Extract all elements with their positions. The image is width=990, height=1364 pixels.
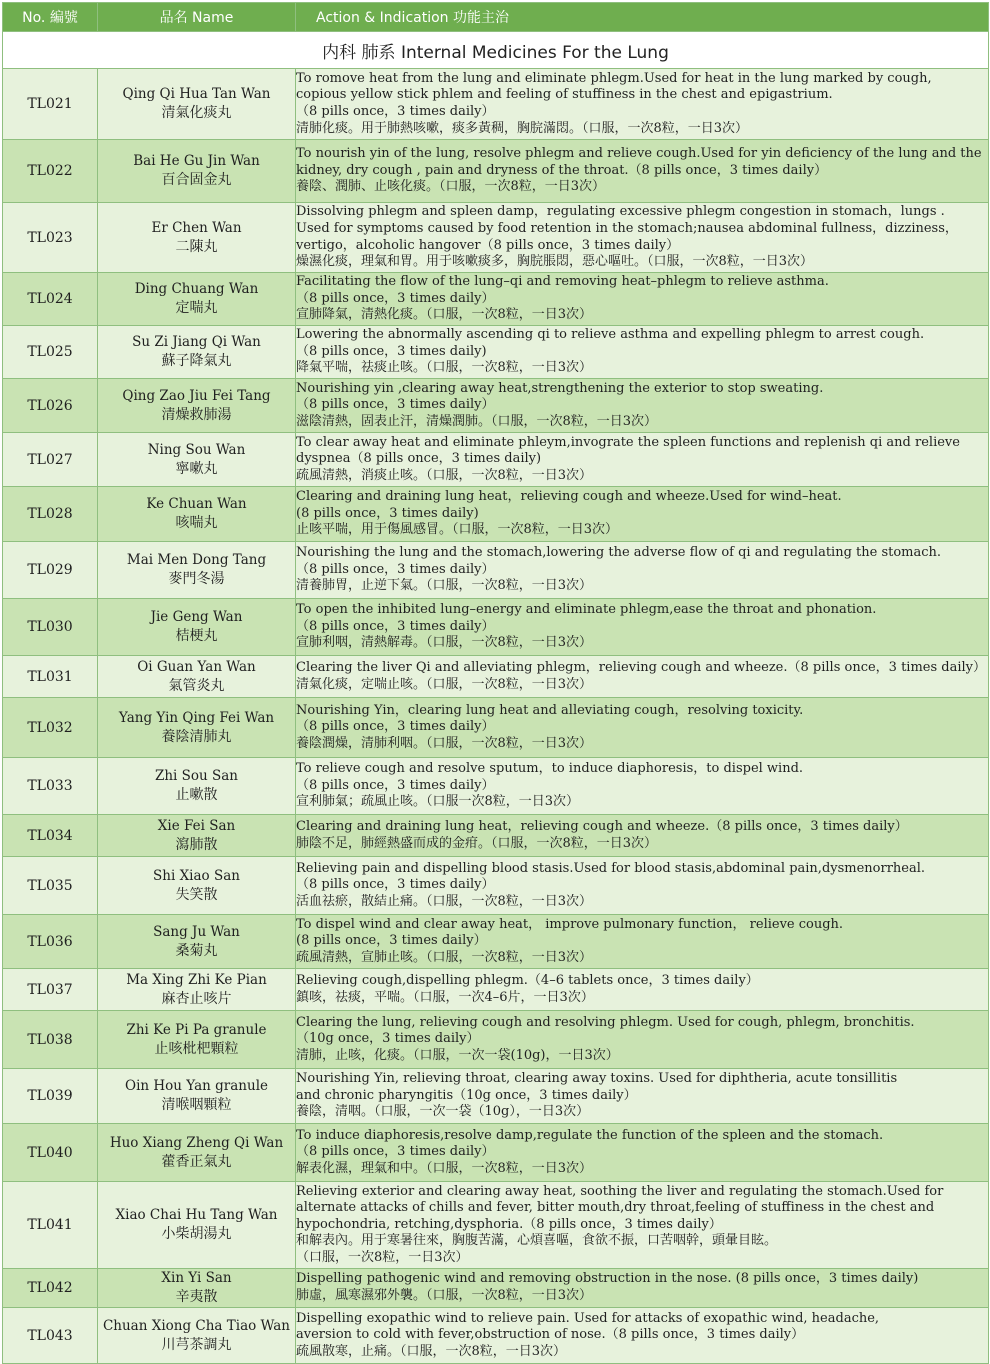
table-row	[3, 1308, 989, 1364]
action-line: To relieve cough and resolve sputum，to induce diaphoresis，to dispel wind.	[296, 761, 804, 777]
action-line: 養陰，清咽。（口服，一次一袋（10g），一日3次）	[296, 1104, 590, 1120]
action-indication	[296, 758, 989, 815]
product-name-en: Xie Fei San	[157, 817, 236, 834]
product-name-en: Sang Ju Wan	[153, 923, 240, 940]
action-line: Nourishing Yin, relieving throat, clearing away toxins. Used for diphtheria, acute tonsillitis	[296, 1071, 898, 1087]
product-name	[98, 1011, 296, 1069]
product-name-cn: 止咳枇杷顆粒	[154, 1040, 239, 1057]
action-line: Facilitating the flow of the lung–qi and removing heat–phlegm to relieve asthma.	[296, 274, 829, 290]
action-line: 清肺化痰。用于肺熱咳嗽，痰多黃稠，胸脘滿悶。（口服，一次8粒，一日3次）	[296, 120, 749, 136]
action-indication	[296, 487, 989, 542]
action-indication	[296, 273, 989, 326]
table-row	[3, 1182, 989, 1269]
table-row	[3, 656, 989, 698]
action-line: （8 pills once，3 times daily）	[296, 1144, 495, 1160]
action-line: （8 pills once，3 times daily）	[296, 877, 495, 893]
action-line: 肺陰不足，肺經熱盛而成的金疳。（口服，一次8粒，一日3次）	[296, 835, 658, 851]
header-action: Action & Indication 功能主治	[296, 3, 989, 32]
product-code: TL038	[3, 1011, 98, 1069]
action-indication	[296, 1308, 989, 1364]
product-name-cn: 蘇子降氣丸	[161, 353, 232, 369]
action-line: 滋陰清熱，固表止汗，清燥潤肺。（口服，一次8粒，一日3次）	[296, 413, 658, 429]
product-name	[98, 915, 296, 969]
action-line: （8 pills once，3 times daily）	[296, 104, 495, 119]
action-indication	[296, 203, 989, 273]
product-code: TL029	[3, 542, 98, 599]
action-line: 疏風清熱，宣肺止咳。（口服，一次8粒，一日3次）	[296, 949, 593, 965]
action-line: Used for symptoms caused by food retention in the stomach;nausea abdominal fullness，dizziness，	[296, 220, 958, 236]
product-code: TL043	[3, 1308, 98, 1364]
product-name-en: Xiao Chai Hu Tang Wan	[115, 1207, 278, 1223]
product-name-en: Ning Sou Wan	[147, 441, 246, 458]
action-line: 肺虛，風寒濕邪外襲。（口服，一次8粒，一日3次）	[296, 1288, 593, 1303]
action-line: Nourishing Yin，clearing lung heat and alleviating cough，resolving toxicity.	[296, 702, 804, 718]
product-name-cn: 清燥救肺湯	[161, 406, 232, 423]
action-indication	[296, 433, 989, 487]
action-line: 和解表內。用于寒暑往來，胸腹苦滿，心煩喜嘔，食欲不振，口苦咽幹，頭暈目眩。	[296, 1233, 778, 1249]
product-name-cn: 氣管炎丸	[168, 677, 225, 694]
product-name-en: Ma Xing Zhi Ke Pian	[126, 971, 267, 988]
product-code: TL030	[3, 599, 98, 656]
action-line: Nourishing yin ,clearing away heat,strengthening the exterior to stop sweating.	[296, 380, 824, 396]
table-row	[3, 969, 989, 1011]
product-name-en: Ding Chuang Wan	[134, 281, 259, 297]
action-line: 止咳平喘，用于傷風感冒。（口服，一次8粒，一日3次）	[296, 522, 619, 538]
product-name	[98, 1308, 296, 1364]
action-line: To open the inhibited lung–energy and eliminate phlegm,ease the throat and phonation.	[296, 602, 877, 618]
action-indication	[296, 698, 989, 758]
action-line: Lowering the abnormally ascending qi to relieve asthma and expelling phlegm to arrest cough.	[296, 327, 925, 343]
action-line: 養陰、潤肺、止咳化痰。（口服，一次8粒，一日3次）	[296, 179, 606, 195]
product-name-cn: 咳喘丸	[175, 515, 218, 531]
product-code: TL036	[3, 915, 98, 969]
table-header-row	[3, 3, 989, 32]
action-line: （8 pills once，3 times daily）	[296, 561, 495, 577]
product-name-cn: 失笑散	[175, 886, 218, 903]
action-line: 疏風清熱，消痰止咳。（口服，一次8粒，一日3次）	[296, 467, 593, 483]
action-indication	[296, 656, 989, 698]
action-line: 養陰潤燥，清肺利咽。（口服，一次8粒，一日3次）	[296, 735, 593, 751]
product-name-en: Zhi Ke Pi Pa granule	[126, 1021, 267, 1038]
action-line: 解表化濕，理氣和中。（口服，一次8粒，一日3次）	[296, 1160, 593, 1176]
product-name	[98, 487, 296, 542]
product-code: TL025	[3, 326, 98, 379]
action-line: Relieving cough,dispelling phlegm.（4–6 tablets once，3 times daily）	[296, 972, 759, 988]
action-line: Relieving pain and dispelling blood stasis.Used for blood stasis,abdominal pain,dysmenorrheal.	[296, 860, 926, 876]
product-name-en: Qing Qi Hua Tan Wan	[122, 86, 271, 102]
product-code: TL022	[3, 140, 98, 203]
action-line: Dispelling exopathic wind to relieve pain. Used for attacks of exopathic wind, headache,	[296, 1310, 880, 1326]
product-name	[98, 1269, 296, 1308]
product-name-en: Ke Chuan Wan	[146, 496, 247, 512]
table-row	[3, 758, 989, 815]
action-line: To nourish yin of the lung, resolve phlegm and relieve cough.Used for yin deficiency of the lung and the	[296, 146, 982, 162]
action-line: Dissolving phlegm and spleen damp，regulating excessive phlegm congestion in stomach，lungs .	[296, 204, 945, 220]
table-row	[3, 326, 989, 379]
action-line: （8 pills once，3 times daily）	[296, 618, 495, 634]
action-indication	[296, 379, 989, 433]
product-name-en: Jie Geng Wan	[150, 609, 243, 625]
product-name-en: Xin Yi San	[161, 1270, 232, 1286]
product-name	[98, 203, 296, 273]
action-line: (8 pills once，3 times daily)	[296, 505, 479, 521]
product-name-en: Er Chen Wan	[151, 219, 242, 236]
action-line: and chronic pharyngitis（10g once，3 times daily）	[296, 1087, 637, 1103]
product-name-cn: 藿香正氣丸	[161, 1153, 232, 1170]
product-name-cn: 止嗽散	[175, 787, 218, 803]
action-indication	[296, 969, 989, 1011]
action-line: 宣肺利咽，清熱解毒。（口服，一次8粒，一日3次）	[296, 635, 593, 651]
product-code: TL028	[3, 487, 98, 542]
action-line: Nourishing the lung and the stomach,lowering the adverse flow of qi and regulating the stomach.	[296, 545, 942, 561]
product-name-en: Oin Hou Yan granule	[125, 1078, 268, 1094]
product-name	[98, 1069, 296, 1124]
product-name	[98, 599, 296, 656]
action-line: 清肺，止咳，化痰。（口服，一次一袋(10g)，一日3次）	[296, 1047, 619, 1063]
table-row	[3, 1011, 989, 1069]
action-line: 清氣化痰，定喘止咳。（口服，一次8粒，一日3次）	[296, 676, 593, 692]
product-name	[98, 69, 296, 140]
product-code: TL023	[3, 203, 98, 273]
medicine-catalog-table	[2, 2, 989, 1364]
header-name: 品名 Name	[98, 3, 296, 32]
action-indication	[296, 599, 989, 656]
action-indication	[296, 140, 989, 203]
product-name	[98, 140, 296, 203]
action-indication	[296, 542, 989, 599]
action-line: （8 pills once，3 times daily）	[296, 397, 495, 413]
action-line: copious yellow stick phlem and feeling of stuffiness in the chest and epigastrium.	[296, 87, 833, 103]
table-row	[3, 815, 989, 857]
action-line: 疏風散寒，止痛。（口服，一次8粒，一日3次）	[296, 1343, 567, 1359]
product-name-en: Huo Xiang Zheng Qi Wan	[109, 1134, 284, 1151]
action-indication	[296, 857, 989, 915]
product-name-en: Yang Yin Qing Fei Wan	[118, 709, 275, 726]
product-name	[98, 857, 296, 915]
product-name-cn: 二陳丸	[175, 238, 218, 255]
action-line: 宣肺降氣，清熱化痰。（口服，一次8粒，一日3次）	[296, 307, 593, 323]
product-name	[98, 969, 296, 1011]
action-line: （10g once，3 times daily）	[296, 1031, 480, 1047]
product-name	[98, 1124, 296, 1182]
action-line: (8 pills once，3 times daily）	[296, 933, 487, 949]
table-row	[3, 857, 989, 915]
action-line: （8 pills once，3 times daily）	[296, 719, 495, 735]
product-name	[98, 542, 296, 599]
action-line: 鎮咳，祛痰，平喘。（口服，一次4–6片，一日3次）	[296, 989, 594, 1005]
product-code: TL042	[3, 1269, 98, 1308]
product-name-en: Qing Zao Jiu Fei Tang	[122, 387, 271, 404]
product-code: TL032	[3, 698, 98, 758]
action-line: kidney, dry cough , pain and dryness of the throat.（8 pills once，3 times daily）	[296, 162, 828, 178]
product-name	[98, 698, 296, 758]
table-row	[3, 698, 989, 758]
table-row	[3, 1269, 989, 1308]
section-row	[3, 32, 989, 69]
product-name	[98, 433, 296, 487]
product-code: TL041	[3, 1182, 98, 1269]
action-line: （8 pills once，3 times daily）	[296, 290, 495, 306]
action-line: （口服，一次8粒，一日3次）	[296, 1249, 469, 1265]
table-row	[3, 203, 989, 273]
action-line: dyspnea（8 pills once，3 times daily)	[296, 451, 542, 467]
product-name-en: Bai He Gu Jin Wan	[133, 153, 260, 169]
product-name-en: Mai Men Dong Tang	[126, 552, 267, 568]
action-line: 燥濕化痰，理氣和胃。用于咳嗽痰多，胸脘脹悶，惡心嘔吐。（口服，一次8粒，一日3次）	[296, 254, 814, 270]
product-name-cn: 辛夷散	[175, 1289, 218, 1305]
action-line: Relieving exterior and clearing away heat, soothing the liver and regulating the stomach.Used for	[296, 1183, 944, 1199]
table-row	[3, 599, 989, 656]
product-name-en: Su Zi Jiang Qi Wan	[132, 334, 261, 350]
header-no: No. 編號	[3, 3, 98, 32]
action-indication	[296, 1011, 989, 1069]
product-name	[98, 379, 296, 433]
product-name-en: Oi Guan Yan Wan	[137, 658, 256, 675]
product-code: TL027	[3, 433, 98, 487]
action-indication	[296, 815, 989, 857]
product-name-en: Chuan Xiong Cha Tiao Wan	[102, 1317, 291, 1334]
action-line: （8 pills once，3 times daily)	[296, 343, 487, 359]
table-row	[3, 379, 989, 433]
table-row	[3, 542, 989, 599]
action-line: hypochondria, retching,dysphoria.（8 pills once，3 times daily）	[296, 1216, 722, 1232]
action-line: Clearing the lung, relieving cough and resolving phlegm. Used for cough, phlegm, bronchitis.	[296, 1014, 915, 1030]
table-row	[3, 1124, 989, 1182]
action-line: （8 pills once，3 times daily）	[296, 777, 495, 793]
product-name	[98, 656, 296, 698]
product-name	[98, 273, 296, 326]
product-name	[98, 758, 296, 815]
action-line: To clear away heat and eliminate phleym,invograte the spleen functions and replenish qi and relieve	[296, 434, 960, 450]
product-name-cn: 定喘丸	[175, 300, 218, 316]
section-title: 内科 肺系 Internal Medicines For the Lung	[3, 32, 989, 69]
product-name-cn: 百合固金丸	[161, 172, 232, 188]
product-code: TL024	[3, 273, 98, 326]
action-line: Clearing and draining lung heat，relieving cough and wheeze.Used for wind–heat.	[296, 489, 842, 505]
product-name-en: Zhi Sou San	[154, 768, 239, 784]
action-indication	[296, 1269, 989, 1308]
product-name-cn: 麥門冬湯	[168, 571, 225, 587]
action-line: 宣利肺氣；疏風止咳。（口服一次8粒，一日3次）	[296, 794, 580, 810]
product-code: TL037	[3, 969, 98, 1011]
product-name	[98, 1182, 296, 1269]
product-name-cn: 寧嗽丸	[175, 460, 218, 477]
action-line: vertigo，alcoholic hangover（8 pills once，3 times daily）	[296, 237, 680, 253]
action-line: To romove heat from the lung and eliminate phlegm.Used for heat in the lung marked by cough,	[296, 70, 932, 86]
action-indication	[296, 1182, 989, 1269]
table-row	[3, 69, 989, 140]
product-name-cn: 小柴胡湯丸	[161, 1226, 232, 1242]
table-row	[3, 1069, 989, 1124]
action-line: To dispel wind and clear away heat， improve pulmonary function， relieve cough.	[296, 916, 844, 932]
product-name-cn: 桑菊丸	[175, 942, 218, 959]
product-name-cn: 清氣化痰丸	[161, 105, 232, 121]
action-indication	[296, 326, 989, 379]
product-code: TL039	[3, 1069, 98, 1124]
table-row	[3, 140, 989, 203]
product-name	[98, 326, 296, 379]
action-line: aversion to cold with fever,obstruction of nose.（8 pills once，3 times daily）	[296, 1327, 805, 1343]
product-name-cn: 清喉咽顆粒	[161, 1097, 232, 1113]
action-indication	[296, 69, 989, 140]
action-line: To induce diaphoresis,resolve damp,regulate the function of the spleen and the stomach.	[296, 1127, 884, 1143]
table-row	[3, 487, 989, 542]
action-indication	[296, 1124, 989, 1182]
product-name-cn: 瀉肺散	[175, 836, 218, 853]
table-row	[3, 273, 989, 326]
action-line: 活血祛瘀，散結止痛。（口服，一次8粒，一日3次）	[296, 893, 593, 909]
action-line: Dispelling pathogenic wind and removing obstruction in the nose. (8 pills once，3 times daily)	[296, 1271, 919, 1287]
product-code: TL033	[3, 758, 98, 815]
product-name-cn: 養陰清肺丸	[161, 728, 232, 745]
action-line: alternate attacks of chills and fever, bitter mouth,dry throat,feeling of stuffiness in the chest and	[296, 1200, 935, 1216]
table-row	[3, 433, 989, 487]
product-code: TL031	[3, 656, 98, 698]
product-code: TL026	[3, 379, 98, 433]
action-line: 降氣平喘，祛痰止咳。（口服，一次8粒，一日3次）	[296, 360, 593, 376]
product-name-en: Shi Xiao San	[153, 867, 240, 884]
product-name	[98, 815, 296, 857]
action-line: Clearing the liver Qi and alleviating phlegm，relieving cough and wheeze.（8 pills once，3 times daily）	[296, 659, 987, 675]
action-indication	[296, 1069, 989, 1124]
product-code: TL035	[3, 857, 98, 915]
product-name-cn: 麻杏止咳片	[161, 990, 232, 1007]
action-indication	[296, 915, 989, 969]
product-name-cn: 川芎茶調丸	[161, 1336, 232, 1353]
product-code: TL034	[3, 815, 98, 857]
product-code: TL021	[3, 69, 98, 140]
table-row	[3, 915, 989, 969]
product-name-cn: 桔梗丸	[175, 628, 218, 644]
action-line: Clearing and draining lung heat，relieving cough and wheeze.（8 pills once，3 times daily）	[296, 818, 908, 834]
product-code: TL040	[3, 1124, 98, 1182]
action-line: 清養肺胃，止逆下氣。（口服，一次8粒，一日3次）	[296, 578, 593, 594]
